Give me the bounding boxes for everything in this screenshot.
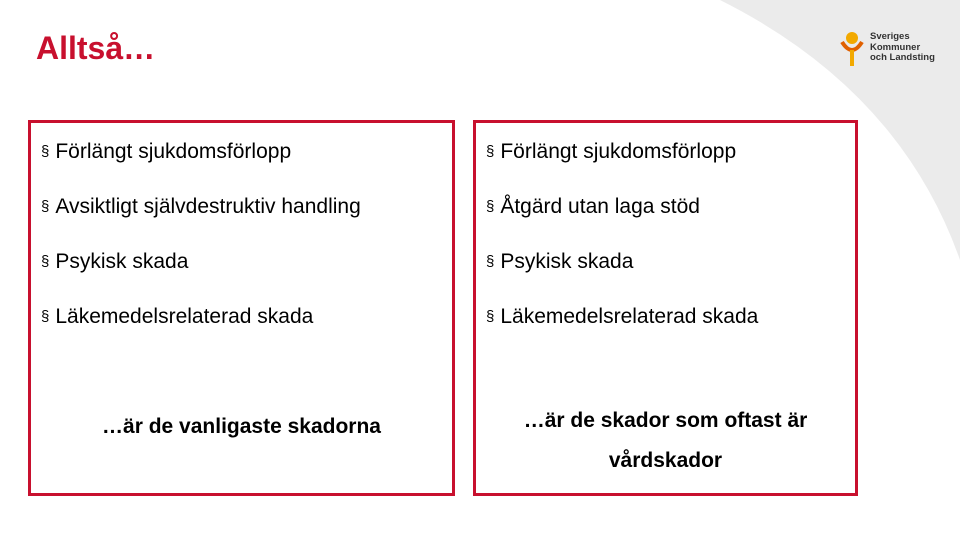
list-item: § Åtgärd utan laga stöd bbox=[486, 195, 700, 218]
bullet-icon: § bbox=[486, 143, 495, 160]
bullet-icon: § bbox=[41, 253, 50, 270]
bullet-icon: § bbox=[486, 253, 495, 270]
bullet-icon: § bbox=[41, 198, 50, 215]
list-item: § Psykisk skada bbox=[41, 250, 189, 273]
list-item: § Förlängt sjukdomsförlopp bbox=[41, 140, 292, 163]
bullet-icon: § bbox=[41, 308, 50, 325]
logo-line-1: Sveriges bbox=[870, 31, 910, 43]
list-item: § Psykisk skada bbox=[486, 250, 634, 273]
list-item: § Avsiktligt självdestruktiv handling bbox=[41, 195, 361, 218]
left-box bbox=[28, 120, 455, 496]
right-conclusion: …är de skador som oftast är vårdskador bbox=[523, 409, 808, 472]
logo-line-3: och Landsting bbox=[870, 52, 935, 64]
logo-line-2: Kommuner bbox=[870, 41, 921, 53]
bullet-icon: § bbox=[41, 143, 50, 160]
list-item: § Läkemedelsrelaterad skada bbox=[41, 305, 314, 328]
list-item: § Förlängt sjukdomsförlopp bbox=[486, 140, 737, 163]
list-item: § Läkemedelsrelaterad skada bbox=[486, 305, 759, 328]
page-title: Alltså… bbox=[36, 30, 156, 66]
skl-logo bbox=[838, 28, 935, 68]
left-conclusion: …är de vanligaste skadorna bbox=[102, 415, 381, 438]
bullet-icon: § bbox=[486, 308, 495, 325]
bullet-icon: § bbox=[486, 198, 495, 215]
right-list bbox=[486, 137, 758, 357]
right-box bbox=[473, 120, 858, 496]
left-list bbox=[41, 137, 361, 357]
skl-logo-icon bbox=[838, 28, 866, 68]
